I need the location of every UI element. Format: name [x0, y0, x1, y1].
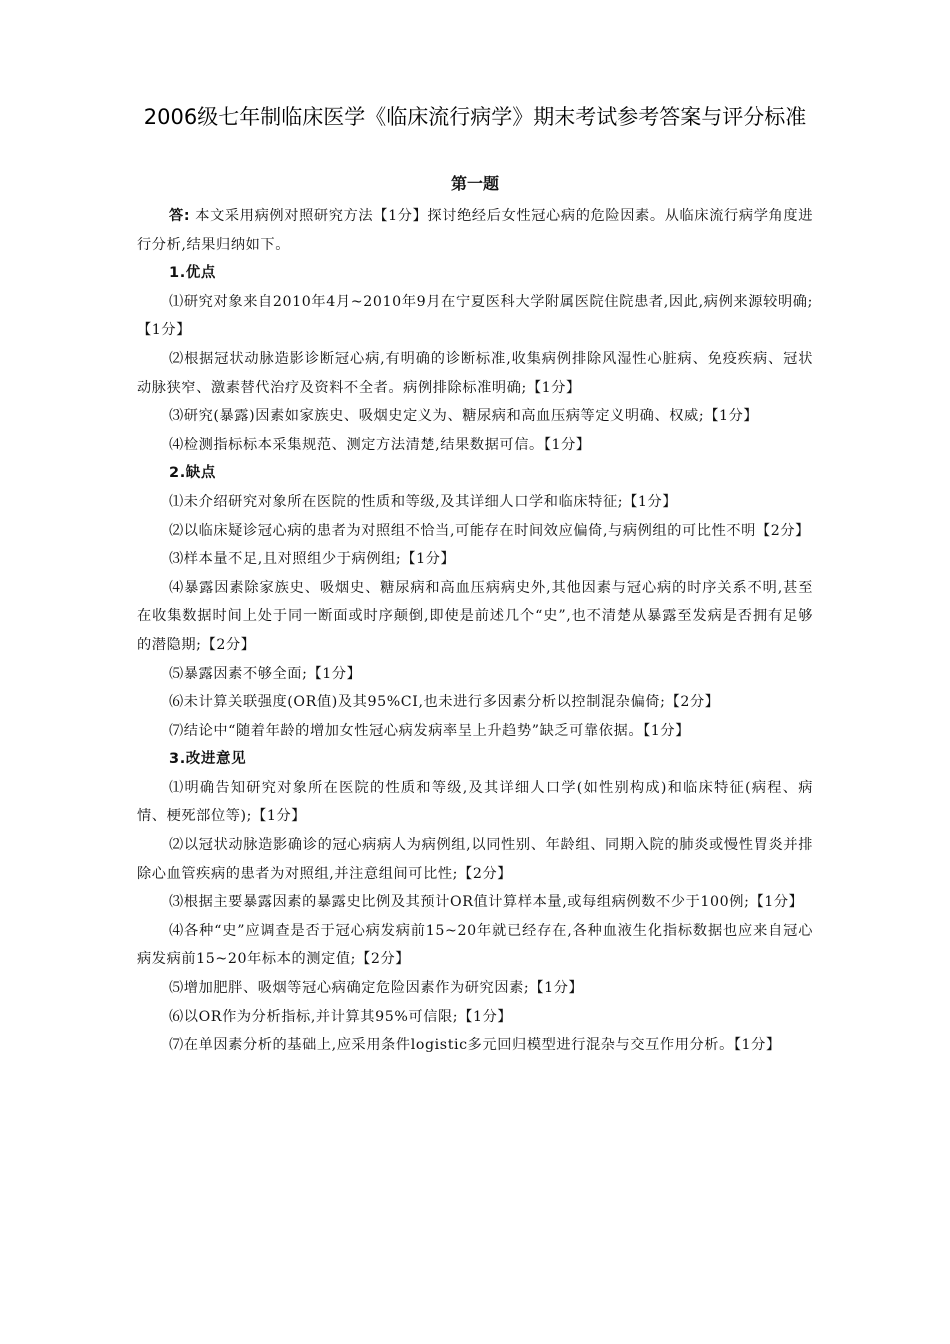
list-item: ⑶研究(暴露)因素如家族史、吸烟史定义为、糖尿病和高血压病等定义明确、权威;【1分】 [169, 408, 759, 425]
section-heading-strengths: 1.优点 [169, 265, 216, 282]
list-item: ⑵根据冠状动脉造影诊断冠心病,有明确的诊断标准,收集病例排除风湿性心脏病、免疫疾病、冠状动脉狭窄、激素替代治疗及资料不全者。病例排除标准明确;【1分】 [137, 350, 813, 396]
intro-text: 本文采用病例对照研究方法【1分】探讨绝经后女性冠心病的危险因素。从临床流行病学角度进行分析,结果归纳如下。 [137, 208, 813, 253]
section-heading-improvements: 3.改进意见 [169, 751, 247, 768]
page-title: 2006级七年制临床医学《临床流行病学》期末考试参考答案与评分标准 [143, 105, 807, 129]
list-item: ⑷各种“史”应调查是否于冠心病发病前15~20年就已经存在,各种血液生化指标数据也应来自冠心病发病前15~20年标本的测定值;【2分】 [137, 922, 813, 968]
question-heading: 第一题 [450, 174, 499, 193]
list-item: ⑹未计算关联强度(OR值)及其95%CI,也未进行多因素分析以控制混杂偏倚;【2分】 [169, 694, 720, 711]
list-item: ⑸暴露因素不够全面;【1分】 [169, 665, 362, 682]
list-item: ⑶样本量不足,且对照组少于病例组;【1分】 [169, 551, 456, 568]
list-item: ⑴未介绍研究对象所在医院的性质和等级,及其详细人口学和临床特征;【1分】 [169, 493, 678, 510]
list-item: ⑵以冠状动脉造影确诊的冠心病病人为病例组,以同性别、年龄组、同期入院的肺炎或慢性胃炎并排除心血管疾病的患者为对照组,并注意组间可比性;【2分】 [137, 837, 813, 882]
list-item: ⑺结论中“随着年龄的增加女性冠心病发病率呈上升趋势”缺乏可靠依据。【1分】 [169, 722, 691, 739]
intro-paragraph [137, 202, 813, 259]
list-item: ⑹以OR作为分析指标,并计算其95%可信限;【1分】 [169, 1008, 513, 1025]
list-item: ⑷暴露因素除家族史、吸烟史、糖尿病和高血压病病史外,其他因素与冠心病的时序关系不明,甚至在收集数据时间上处于同一断面或时序颠倒,即使是前述几个“史”,也不清楚从暴露至发病是否拥有足够的潜隐期;【2分】 [137, 579, 813, 653]
list-item: ⑷检测指标标本采集规范、测定方法清楚,结果数据可信。【1分】 [169, 436, 591, 453]
list-item: ⑶根据主要暴露因素的暴露史比例及其预计OR值计算样本量,或每组病例数不少于100例;【1分】 [169, 894, 804, 911]
answer-label: 答: [169, 208, 191, 224]
section-heading-weaknesses: 2.缺点 [169, 465, 216, 482]
list-item: ⑴研究对象来自2010年4月~2010年9月在宁夏医科大学附属医院住院患者,因此,病例来源较明确;【1分】 [137, 293, 813, 339]
answer-body [137, 202, 813, 1060]
list-item: ⑵以临床疑诊冠心病的患者为对照组不恰当,可能存在时间效应偏倚,与病例组的可比性不明【2分】 [169, 522, 810, 539]
list-item: ⑴明确告知研究对象所在医院的性质和等级,及其详细人口学(如性别构成)和临床特征(病程、病情、梗死部位等);【1分】 [137, 779, 813, 825]
list-item: ⑺在单因素分析的基础上,应采用条件logistic多元回归模型进行混杂与交互作用分析。【1分】 [169, 1037, 781, 1054]
list-item: ⑸增加肥胖、吸烟等冠心病确定危险因素作为研究因素;【1分】 [169, 980, 584, 997]
